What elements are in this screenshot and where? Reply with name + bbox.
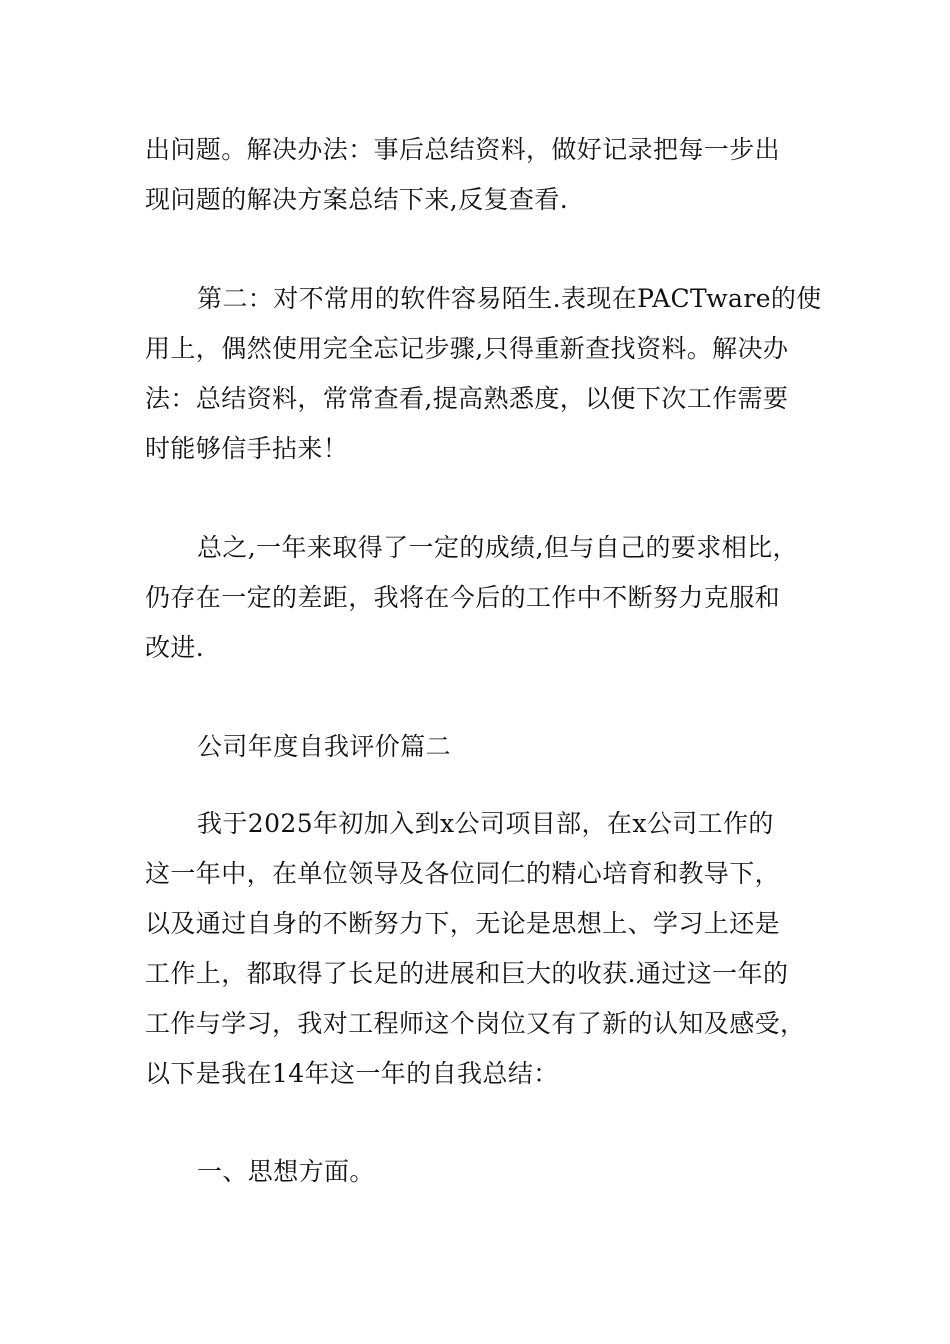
paragraph-line: 工作与学习，我对工程师这个岗位又有了新的认知及感受， <box>145 1009 806 1038</box>
sub-heading: 一、思想方面。 <box>197 1157 375 1186</box>
paragraph-line: 法：总结资料，常常查看,提高熟悉度，以便下次工作需要 <box>145 384 789 413</box>
paragraph-line: 工作上，都取得了长足的进展和巨大的收获.通过这一年的 <box>145 959 789 988</box>
paragraph-line: 时能够信手拈来！ <box>145 434 349 463</box>
paragraph-line: 现问题的解决方案总结下来,反复查看. <box>145 185 569 214</box>
paragraph-line: 以下是我在14年这一年的自我总结： <box>145 1059 559 1088</box>
paragraph-line: 仍存在一定的差距，我将在今后的工作中不断努力克服和 <box>145 583 781 612</box>
paragraph-line: 总之,一年来取得了一定的成绩,但与自己的要求相比， <box>197 533 798 562</box>
paragraph-line: 以及通过自身的不断努力下，无论是思想上、学习上还是 <box>145 909 781 938</box>
paragraph-line: 第二：对不常用的软件容易陌生.表现在PACTware的使 <box>197 284 822 313</box>
paragraph-line: 这一年中，在单位领导及各位同仁的精心培育和教导下， <box>145 859 781 888</box>
paragraph-line: 用上，偶然使用完全忘记步骤,只得重新查找资料。解决办 <box>145 334 789 363</box>
section-heading: 公司年度自我评价篇二 <box>197 732 452 761</box>
paragraph-line: 我于2025年初加入到x公司项目部，在x公司工作的 <box>197 809 774 838</box>
paragraph-line: 出问题。解决办法：事后总结资料，做好记录把每一步出 <box>145 135 781 164</box>
paragraph-line: 改进. <box>145 633 205 662</box>
